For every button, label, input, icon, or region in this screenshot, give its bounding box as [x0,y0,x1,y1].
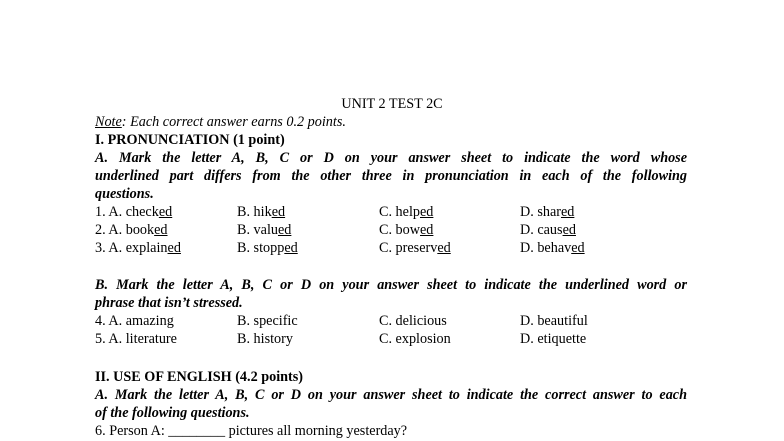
option-d: D. caused [520,222,576,238]
option-c: C. bowed [379,222,434,238]
option-a: 3. A. explained [95,240,181,256]
note-label: Note [95,114,122,130]
option-c: C. helped [379,204,434,220]
option-d: D. etiquette [520,331,587,347]
option-a: 5. A. literature [95,331,177,347]
question-6: 6. Person A: ________ pictures all morning yesterday? [95,423,408,439]
option-a: 2. A. booked [95,222,168,238]
note-line [95,113,346,131]
note-colon: : [121,114,127,130]
option-b: B. hiked [237,204,286,220]
option-a: 4. A. amazing [95,313,174,329]
test-title: UNIT 2 TEST 2C [341,96,443,112]
option-c: C. preserved [379,240,451,256]
section1-heading: I. PRONUNCIATION (1 point) [95,132,285,148]
question-row-1 [95,203,695,221]
question-row-5 [95,330,695,348]
section1-partA-instruction-line: questions. [95,186,154,202]
section1-partB-instruction-line: B. Mark the letter A, B, C or D on your answer sheet to indicate the underlined word or [95,277,687,293]
note-text: Each correct answer earns 0.2 points. [126,114,346,130]
option-c: C. explosion [379,331,451,347]
option-d: D. behaved [520,240,585,256]
option-b: B. stopped [237,240,298,256]
option-b: B. valued [237,222,292,238]
option-a: 1. A. checked [95,204,173,220]
question-row-4 [95,312,695,330]
section1-partA-instruction-line: A. Mark the letter A, B, C or D on your answer sheet to indicate the word whose [95,150,687,166]
option-c: C. delicious [379,313,447,329]
option-b: B. specific [237,313,298,329]
section2-partA-instruction-line: A. Mark the letter A, B, C or D on your answer sheet to indicate the correct answer to each [95,387,687,403]
question-row-3 [95,239,695,257]
section1-partA-instruction-line: underlined part differs from the other three in pronunciation in each of the following [95,168,687,184]
section2-heading: II. USE OF ENGLISH (4.2 points) [95,369,303,385]
option-d: D. beautiful [520,313,588,329]
question-row-2 [95,221,695,239]
section1-partB-instruction-line: phrase that isn’t stressed. [95,295,243,311]
option-b: B. history [237,331,293,347]
section2-partA-instruction-line: of the following questions. [95,405,250,421]
option-d: D. shared [520,204,575,220]
